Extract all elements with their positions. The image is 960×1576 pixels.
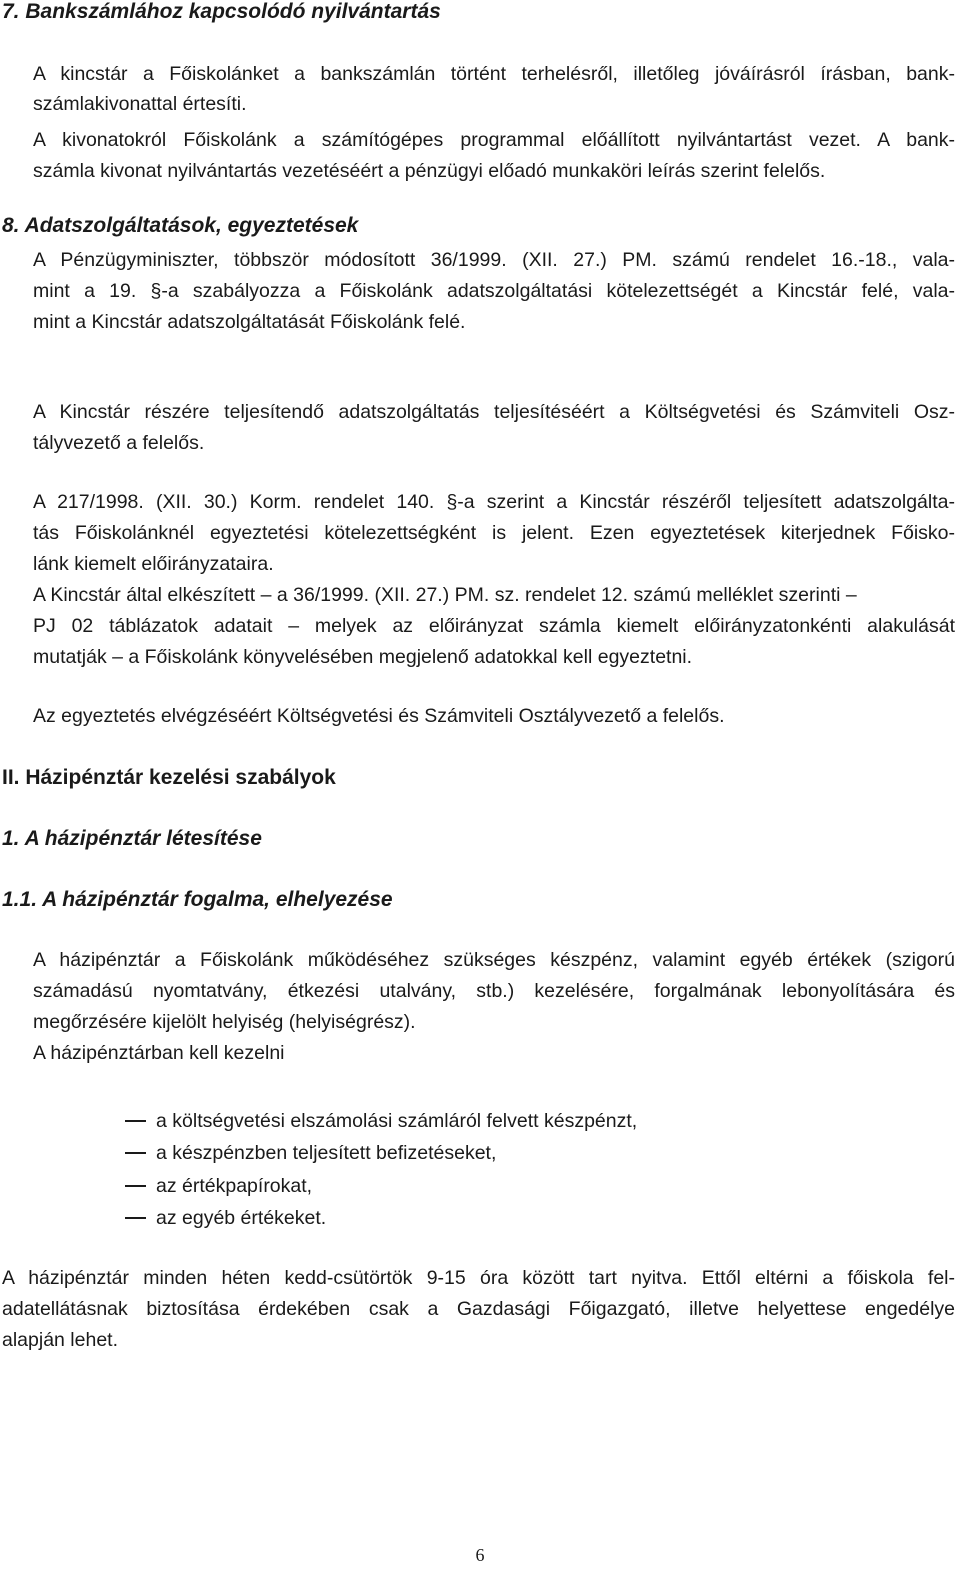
- heading-section-7: 7. Bankszámlához kapcsolódó nyilvántartás: [2, 0, 441, 23]
- text-line: megőrzésére kijelölt helyiség (helyiségrész).: [33, 1011, 416, 1033]
- text-line: alapján lehet.: [2, 1329, 119, 1351]
- text-line: A házipénztár minden héten kedd-csütörtök 9-15 óra között tart nyitva. Ettől eltérni a főiskola fel-: [2, 1267, 955, 1289]
- paragraph-reconciliation-responsible: Az egyeztetés elvégzéséért Költségvetési és Számviteli Osztályvezető a felelős.: [33, 705, 725, 727]
- text-line: adatellátásnak biztosítása érdekében csak a Gazdasági Főigazgató, illetve helyettese engedélye: [2, 1298, 955, 1320]
- paragraph-reconciliation: [33, 487, 955, 673]
- heading-section-1: 1. A házipénztár létesítése: [2, 827, 262, 850]
- dash-bullet-icon: [125, 1152, 146, 1154]
- text-line: A kivonatokról Főiskolánk a számítógépes programmal előállított nyilvántartást vezet. A bank-: [33, 129, 955, 151]
- heading-section-8: 8. Adatszolgáltatások, egyeztetések: [2, 214, 359, 237]
- dash-bullet-icon: [125, 1120, 146, 1122]
- paragraph-responsibility: [33, 397, 955, 459]
- paragraph-opening-hours: [2, 1263, 955, 1356]
- text-line: PJ 02 táblázatok adatait – melyek az előirányzat számla kiemelt előirányzatonkénti alakulását: [33, 615, 955, 637]
- text-line: mutatják – a Főiskolánk könyvelésében megjelenő adatokkal kell egyeztetni.: [33, 646, 693, 668]
- text-line: A kincstár a Főiskolánket a bankszámlán történt terhelésről, illetőleg jóváírásról írásban, bank-: [33, 63, 955, 85]
- text-line: A Kincstár által elkészített – a 36/1999. (XII. 27.) PM. sz. rendelet 12. számú melléklet szerinti –: [33, 584, 857, 606]
- text-line: mint a 19. §-a szabályozza a Főiskolánk adatszolgáltatási kötelezettségét a Kincstár felé, vala-: [33, 280, 955, 302]
- paragraph-cash-office-definition: [33, 945, 955, 1069]
- text-line: A 217/1998. (XII. 30.) Korm. rendelet 140. §-a szerint a Kincstár részéről teljesített adatszolgálta-: [33, 491, 955, 513]
- page-number: 6: [475, 1545, 485, 1565]
- text-line: A házipénztárban kell kezelni: [33, 1042, 285, 1064]
- text-line: tás Főiskolánknél egyeztetési kötelezettségként is jelent. Ezen egyeztetések kiterjednek Főisko-: [33, 522, 955, 544]
- paragraph-bank-statement: [33, 59, 955, 187]
- text-line: lánk kiemelt előirányzataira.: [33, 553, 274, 575]
- text-line: A Pénzügyminiszter, többször módosított 36/1999. (XII. 27.) PM. számú rendelet 16.-18., vala-: [33, 249, 955, 271]
- text-line: A házipénztár a Főiskolánk működéséhez szükséges készpénz, valamint egyéb értékek (szigorú: [33, 949, 955, 971]
- text-line: mint a Kincstár adatszolgáltatását Főiskolánk felé.: [33, 311, 466, 333]
- text-line: számla kivonat nyilvántartás vezetéséért a pénzügyi előadó munkaköri leírás szerint felelős.: [33, 160, 826, 182]
- text-line: számlakivonattal értesíti.: [33, 93, 247, 115]
- text-line: számadású nyomtatvány, étkezési utalvány, stb.) kezelésére, forgalmának lebonyolítására és: [33, 980, 955, 1002]
- text-line: tályvezető a felelős.: [33, 432, 205, 454]
- dash-bullet-icon: [125, 1185, 146, 1187]
- heading-section-1-1: 1.1. A házipénztár fogalma, elhelyezése: [2, 888, 393, 911]
- dash-bullet-icon: [125, 1217, 146, 1219]
- text-line: A Kincstár részére teljesítendő adatszolgáltatás teljesítéséért a Költségvetési és Számviteli Osz-: [33, 401, 955, 423]
- paragraph-data-services: [33, 245, 955, 338]
- heading-part-ii: II. Házipénztár kezelési szabályok: [2, 766, 336, 789]
